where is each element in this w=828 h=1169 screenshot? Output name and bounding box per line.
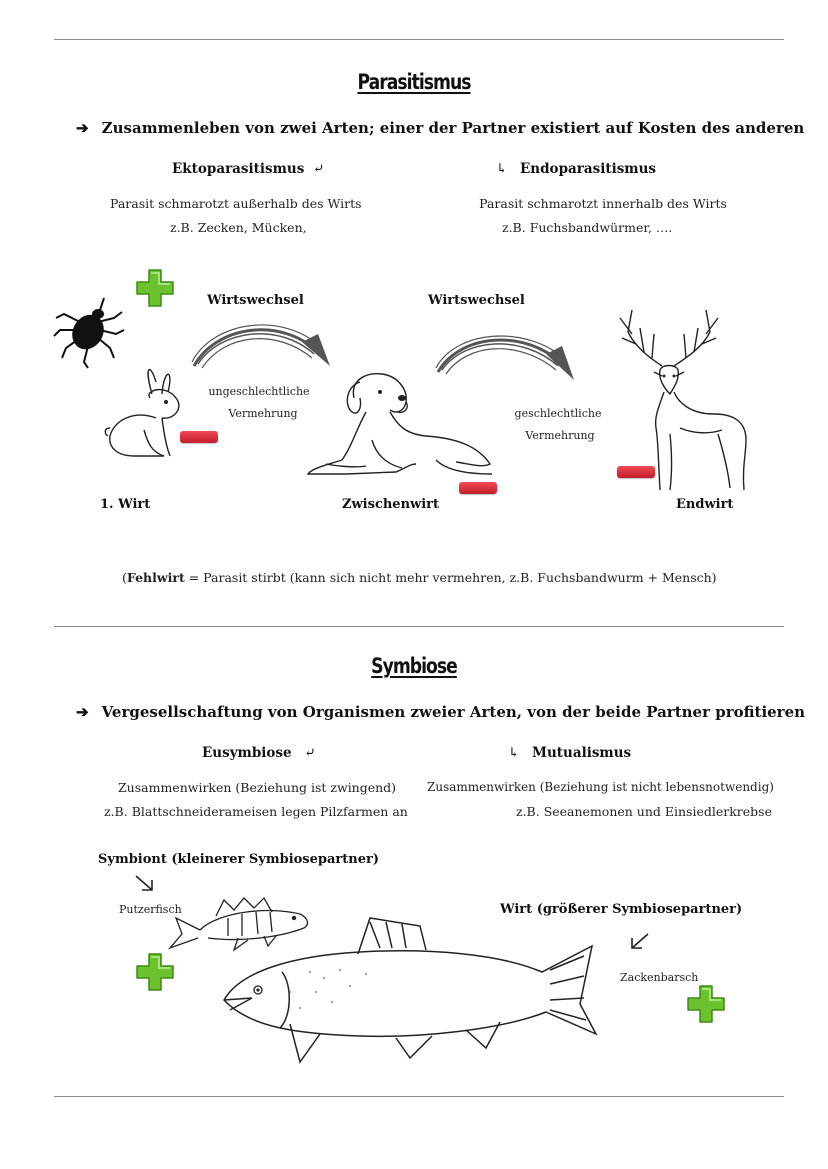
parasitismus-definition: Zusammenleben von zwei Arten; einer der Partner existiert auf Kosten des anderen [101, 119, 805, 137]
parasitismus-definition-row [76, 118, 804, 137]
hook-arrow-icon: ↳ [508, 745, 520, 761]
repro-asexual-line2: Vermehrung [228, 407, 298, 420]
curved-arrow-icon [434, 328, 580, 386]
top-divider [54, 39, 784, 40]
curved-arrow-icon [190, 312, 336, 370]
plus-icon [686, 984, 726, 1024]
fehlwirt-note: (Fehlwirt = Parasit stirbt (kann sich nicht mehr vermehren, z.B. Fuchsbandwurm + Mensch) [122, 570, 717, 585]
host-symbiosis-label: Wirt (größerer Symbiosepartner) [500, 902, 743, 917]
fehlwirt-term: Fehlwirt [126, 570, 185, 585]
host-final-label: Endwirt [676, 497, 734, 512]
host-symbiosis-name: Zackenbarsch [620, 971, 699, 984]
wirtswechsel-label-2: Wirtswechsel [428, 293, 525, 308]
hook-arrow-icon: ↳ [496, 161, 508, 177]
symbiose-definition: Vergesellschaftung von Organismen zweier Arten, von der beide Partner profitieren [101, 703, 806, 721]
host-intermediate-label: Zwischenwirt [342, 497, 440, 512]
plus-icon [135, 952, 175, 992]
minus-icon [459, 482, 497, 494]
arrow-down-left-icon [628, 932, 650, 952]
return-arrow-icon: ⤶ [313, 161, 325, 177]
plus-icon [135, 268, 175, 308]
repro-sexual-line1: geschlechtliche [514, 407, 602, 420]
parasitismus-title: Parasitismus [357, 70, 471, 94]
ekto-heading: Ektoparasitismus ⤶ [172, 161, 325, 177]
endo-heading: ↳ Endoparasitismus [496, 161, 657, 177]
arrow-right-icon: ➔ [76, 119, 89, 137]
tick-illustration [52, 292, 126, 370]
repro-sexual-line2: Vermehrung [525, 429, 595, 442]
rabbit-illustration [104, 364, 186, 460]
symbiose-definition-row [76, 702, 805, 721]
endo-example: z.B. Fuchsbandwürmer, …. [502, 220, 673, 235]
section-divider [54, 626, 784, 627]
arrow-right-icon: ➔ [76, 703, 89, 721]
deer-illustration [614, 304, 754, 490]
host-first-label: 1. Wirt [100, 497, 151, 512]
ekto-example: z.B. Zecken, Mücken, [170, 220, 307, 235]
mutualismus-example: z.B. Seeanemonen und Einsiedlerkrebse [516, 804, 772, 819]
eusymbiose-heading: Eusymbiose ⤶ [202, 745, 316, 761]
mutualismus-heading: ↳ Mutualismus [508, 745, 632, 761]
bottom-divider [54, 1096, 784, 1097]
mutualismus-description: Zusammenwirken (Beziehung ist nicht lebensnotwendig) [427, 780, 774, 794]
eusymbiose-description: Zusammenwirken (Beziehung ist zwingend) [118, 780, 397, 795]
ekto-description: Parasit schmarotzt außerhalb des Wirts [110, 196, 362, 211]
endo-description: Parasit schmarotzt innerhalb des Wirts [479, 196, 727, 211]
grouper-illustration [220, 912, 602, 1070]
repro-asexual-line1: ungeschlechtliche [208, 385, 310, 398]
minus-icon [180, 431, 218, 443]
minus-icon [617, 466, 655, 478]
eusymbiose-example: z.B. Blattschneiderameisen legen Pilzfarmen an [104, 804, 408, 819]
symbiont-name: Putzerfisch [119, 903, 182, 916]
symbiont-label: Symbiont (kleinerer Symbiosepartner) [98, 852, 379, 867]
symbiose-title: Symbiose [371, 654, 457, 678]
return-arrow-icon: ⤶ [304, 745, 316, 761]
arrow-down-right-icon [134, 874, 156, 894]
wirtswechsel-label-1: Wirtswechsel [207, 293, 304, 308]
